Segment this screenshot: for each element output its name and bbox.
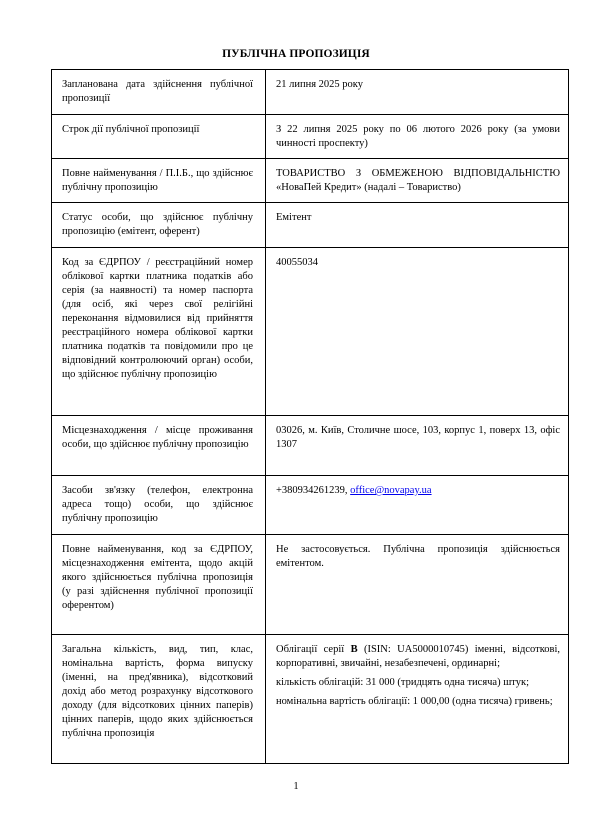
bond-suffix: (ISIN: UA5000010745) іменні, відсоткові, корпоративні, звичайні, незабезпечені, ординарні; — [276, 644, 561, 669]
bond-description — [276, 643, 560, 671]
bond-prefix: Облігації серії — [276, 644, 345, 655]
row-label: Засоби зв'язку (телефон, електронна адреса тощо) особи, що здійснює публічну пропозицію — [52, 476, 266, 535]
page-number: 1 — [293, 781, 299, 792]
row-label: Запланована дата здійснення публічної пропозиції — [52, 70, 266, 115]
contact-cell — [266, 476, 569, 535]
row-label: Статус особи, що здійснює публічну пропозицію (емітент, оферент) — [52, 203, 266, 248]
phone-number: +380934261239, — [276, 485, 348, 496]
table-row — [52, 635, 569, 764]
securities-cell — [266, 635, 569, 764]
row-value: 21 липня 2025 року — [266, 70, 569, 115]
table-row — [52, 248, 569, 416]
row-value: Не застосовується. Публічна пропозиція здійснюється емітентом. — [266, 535, 569, 635]
table-row — [52, 159, 569, 203]
row-label: Строк дії публічної пропозиції — [52, 115, 266, 159]
row-value: З 22 липня 2025 року по 06 лютого 2026 року (за умови чинності проспекту) — [266, 115, 569, 159]
page-title: ПУБЛІЧНА ПРОПОЗИЦІЯ — [222, 48, 370, 60]
row-value: 40055034 — [266, 248, 569, 416]
table-row — [52, 70, 569, 115]
table-row — [52, 115, 569, 159]
row-value: 03026, м. Київ, Столичне шосе, 103, корпус 1, поверх 13, офіс 1307 — [266, 416, 569, 476]
row-value: ТОВАРИСТВО З ОБМЕЖЕНОЮ ВІДПОВІДАЛЬНІСТЮ «НоваПей Кредит» (надалі – Товариство) — [266, 159, 569, 203]
bond-quantity: кількість облігацій: 31 000 (тридцять одна тисяча) штук; — [276, 677, 530, 688]
bond-series: В — [350, 644, 358, 655]
email-link[interactable]: office@novapay.ua — [350, 485, 432, 496]
table-row — [52, 476, 569, 535]
row-label: Загальна кількість, вид, тип, клас, номінальна вартість, форма випуску (іменні, на пред'явника), відсотковий дохід або метод розрахунку відсоткового доходу (для відсоткових цінних паперів) цінних паперів, щодо яких здійснюється публічна пропозиція — [52, 635, 266, 764]
row-label: Код за ЄДРПОУ / реєстраційний номер облікової картки платника податків або серія (за наявності) та номер паспорта (для осіб, які через свої релігійні переконання відмовилися від прийняття реєстраційного номера облікової картки платника податків та повідомили про це відповідний контролюючий орган) особи, що здійснює публічну пропозицію — [52, 248, 266, 416]
public-offer-table — [51, 69, 569, 764]
row-label: Повне найменування / П.І.Б., що здійснює публічну пропозицію — [52, 159, 266, 203]
row-label: Повне найменування, код за ЄДРПОУ, місцезнаходження емітента, щодо акцій якого здійснюється публічна пропозиція (у разі здійснення публічної пропозиції оферентом) — [52, 535, 266, 635]
table-row — [52, 416, 569, 476]
row-label: Місцезнаходження / місце проживання особи, що здійснює публічну пропозицію — [52, 416, 266, 476]
row-value: Емітент — [266, 203, 569, 248]
table-row — [52, 535, 569, 635]
table-row — [52, 203, 569, 248]
bond-nominal: номінальна вартість облігації: 1 000,00 (одна тисяча) гривень; — [276, 696, 553, 707]
